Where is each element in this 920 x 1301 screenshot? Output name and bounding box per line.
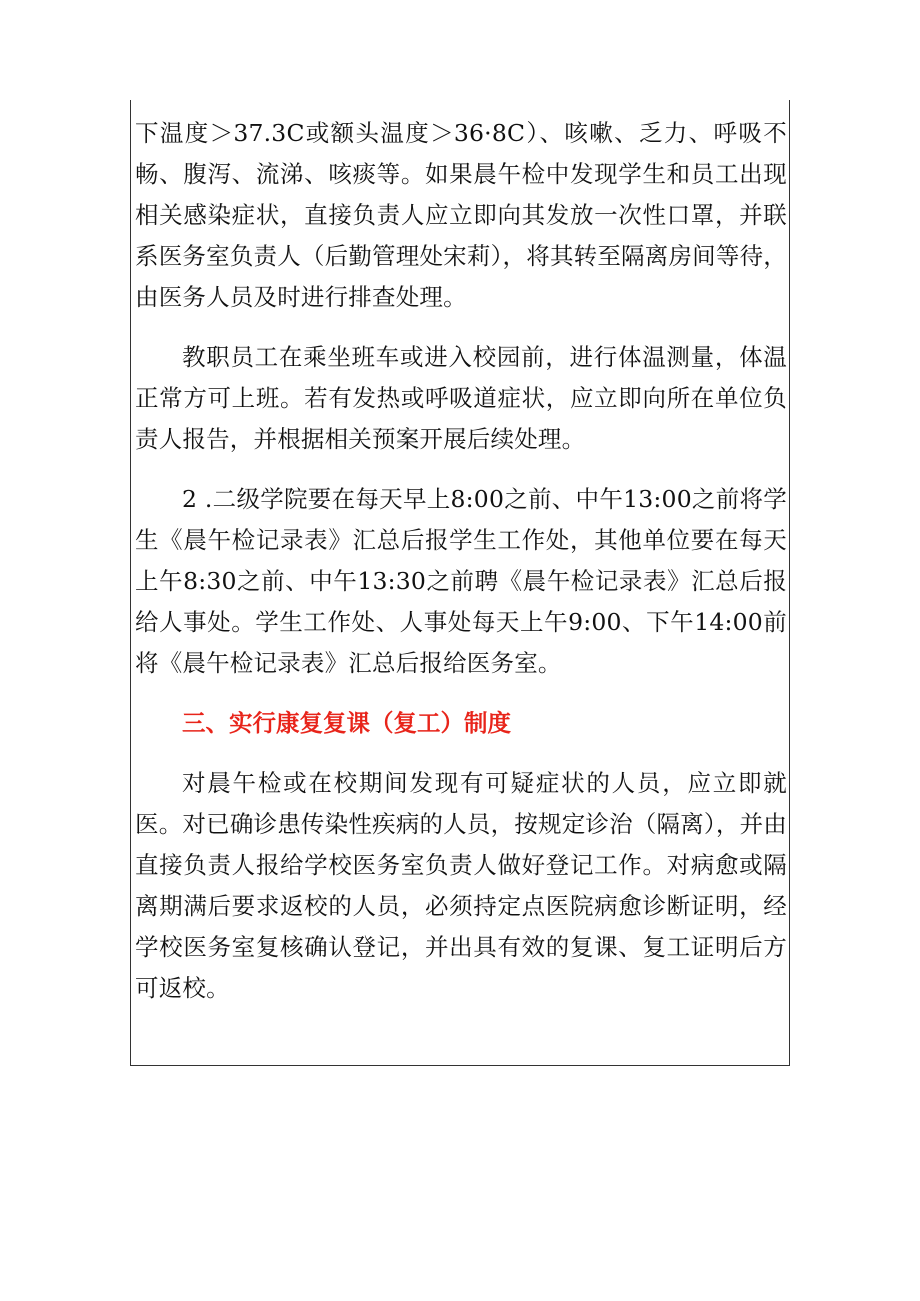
paragraph-reporting-schedule: 2 .二级学院要在每天早上8:00之前、中午13:00之前将学生《晨午检记录表》汇总后报学生工作处，其他单位要在每天上午8:30之前、中午13:30之前聘《晨午检记录表》汇总后报给人事处。学生工作处、人事处每天上午9:00、下午14:00前将《晨午检记录表》汇总后报给医务室。 — [135, 485, 787, 677]
paragraph-recovery-policy: 对晨午检或在校期间发现有可疑症状的人员，应立即就医。对已确诊患传染性疾病的人员，按规定诊治（隔离），并由直接负责人报给学校医务室负责人做好登记工作。对病愈或隔离期满后要求返校的人员，必须持定点医院病愈诊断证明，经学校医务室复核确认登记，并出具有效的复课、复工证明后方可返校。 — [135, 769, 787, 1002]
section-heading-recovery: 三、实行康复复课（复工）制度 — [182, 709, 511, 737]
document-body — [135, 113, 787, 1009]
paragraph-staff-temperature: 教职员工在乘坐班车或进入校园前，进行体温测量，体温正常方可上班。若有发热或呼吸道症状，应立即向所在单位负责人报告，并根据相关预案开展后续处理。 — [135, 343, 787, 453]
document-frame — [130, 100, 790, 1066]
paragraph-symptoms-continued: 下温度＞37.3C或额头温度＞36·8C）、咳嗽、乏力、呼吸不畅、腹泻、流涕、咳痰等。如果晨午检中发现学生和员工出现相关感染症状，直接负责人应立即向其发放一次性口罩，并联系医务室负责人（后勤管理处宋莉），将其转至隔离房间等待，由医务人员及时进行排查处理。 — [135, 119, 787, 311]
